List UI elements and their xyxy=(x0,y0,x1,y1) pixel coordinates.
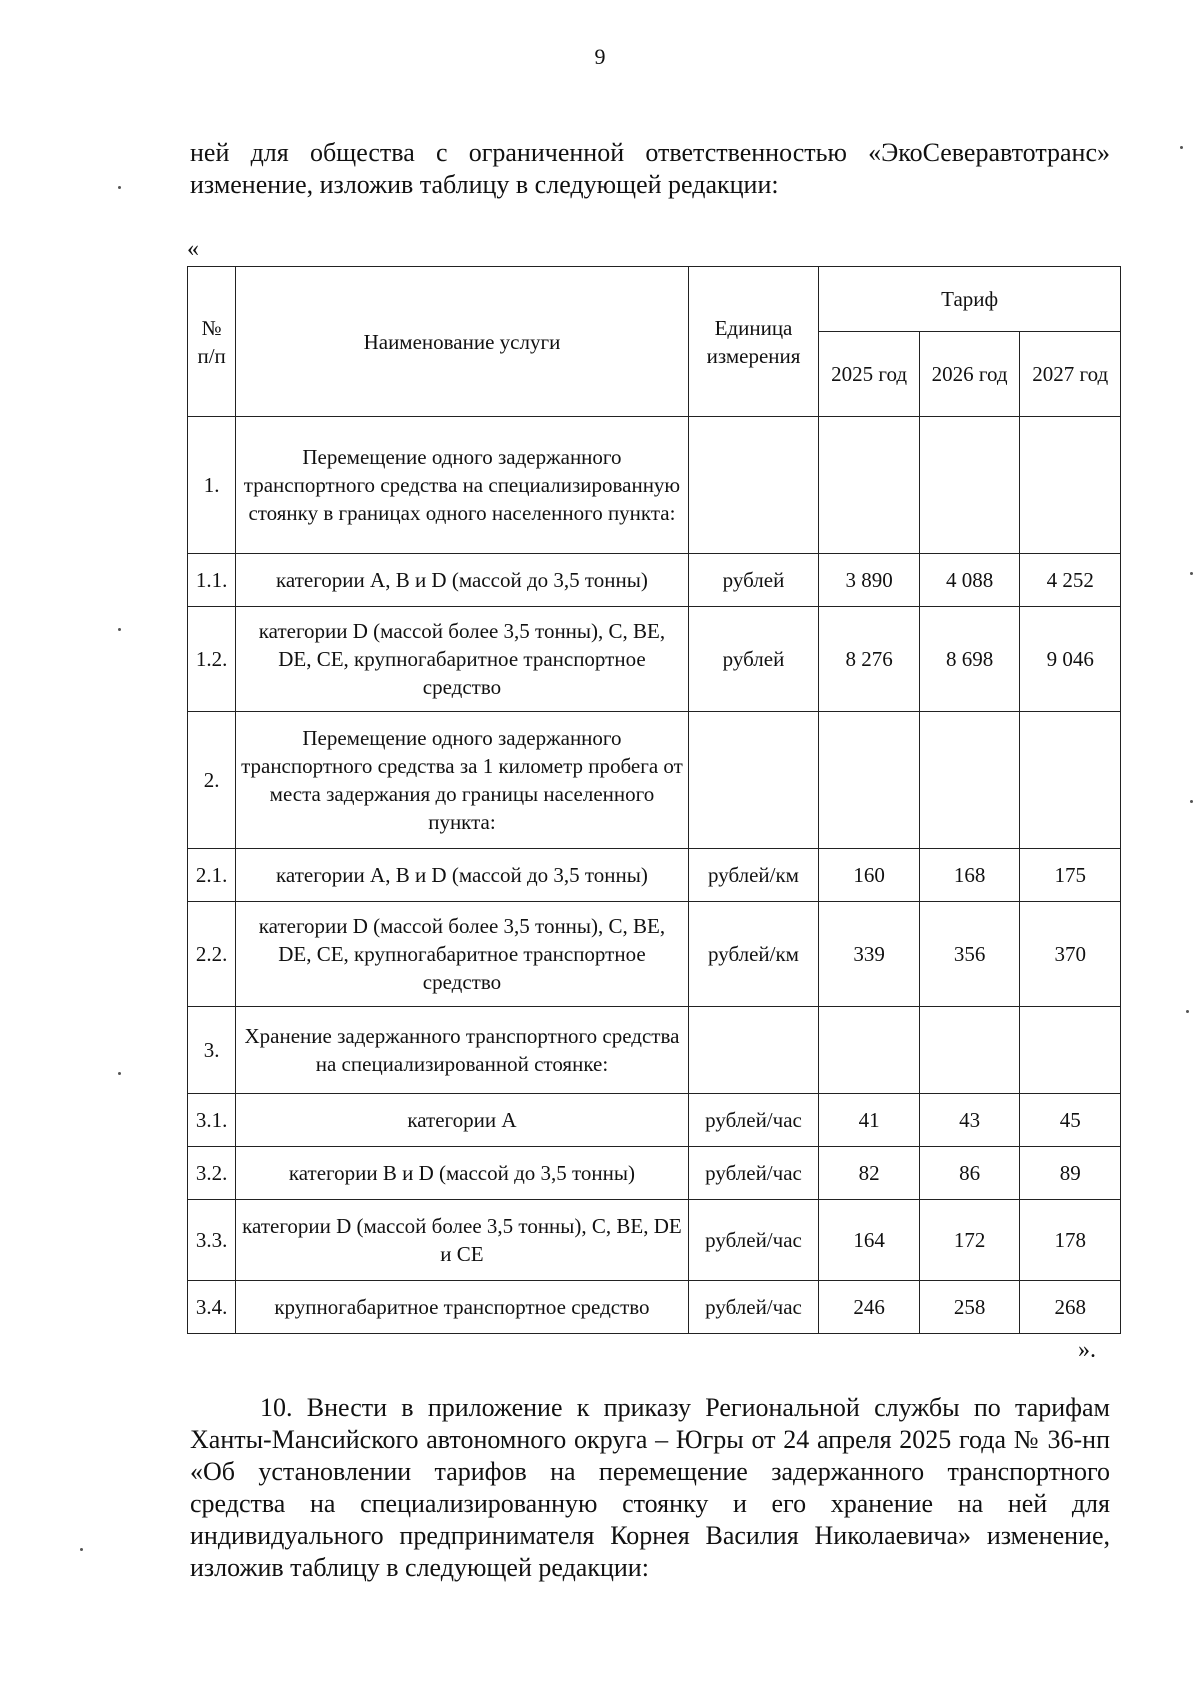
row-name: категории В и D (массой до 3,5 тонны) xyxy=(236,1147,688,1200)
row-value-2027: 45 xyxy=(1020,1094,1121,1147)
row-value-2027 xyxy=(1020,417,1121,554)
page-number: 9 xyxy=(594,44,606,69)
row-value-2027: 175 xyxy=(1020,849,1121,902)
table-row xyxy=(188,1147,1121,1200)
intro-paragraph xyxy=(190,137,1110,201)
row-unit: рублей xyxy=(688,554,819,607)
row-unit xyxy=(688,712,819,849)
table-row xyxy=(188,712,1121,849)
row-num: 1.1. xyxy=(188,554,236,607)
row-value-2026: 4 088 xyxy=(919,554,1020,607)
row-num: 1.2. xyxy=(188,607,236,712)
row-name: Перемещение одного задержанного транспортного средства на специализированную стоянку в границах одного населенного пункта: xyxy=(236,417,688,554)
header-year-2025: 2025 год xyxy=(819,332,920,417)
scan-speck xyxy=(118,186,121,189)
header-unit: Единица измерения xyxy=(688,267,819,417)
row-value-2027: 268 xyxy=(1020,1281,1121,1334)
table-row xyxy=(188,554,1121,607)
row-value-2026 xyxy=(919,417,1020,554)
row-value-2026 xyxy=(919,712,1020,849)
row-value-2026 xyxy=(919,1007,1020,1094)
row-num: 1. xyxy=(188,417,236,554)
row-name: Хранение задержанного транспортного средства на специализированной стоянке: xyxy=(236,1007,688,1094)
row-name: категории А, В и D (массой до 3,5 тонны) xyxy=(236,554,688,607)
row-value-2025: 339 xyxy=(819,902,920,1007)
scan-speck xyxy=(1186,1010,1189,1013)
row-value-2026: 43 xyxy=(919,1094,1020,1147)
row-value-2025 xyxy=(819,417,920,554)
row-unit xyxy=(688,417,819,554)
table-row xyxy=(188,1200,1121,1281)
row-num: 3.2. xyxy=(188,1147,236,1200)
close-quote: ». xyxy=(1078,1337,1096,1363)
table-row xyxy=(188,607,1121,712)
table-row xyxy=(188,1094,1121,1147)
row-value-2026: 356 xyxy=(919,902,1020,1007)
row-value-2027 xyxy=(1020,712,1121,849)
row-value-2025: 164 xyxy=(819,1200,920,1281)
row-name: категории D (массой более 3,5 тонны), С, ВЕ, DE, СЕ, крупногабаритное транспортное средство xyxy=(236,902,688,1007)
scan-speck xyxy=(1190,572,1193,575)
row-num: 2.2. xyxy=(188,902,236,1007)
row-value-2025 xyxy=(819,1007,920,1094)
row-num: 2.1. xyxy=(188,849,236,902)
row-value-2027: 370 xyxy=(1020,902,1121,1007)
row-unit: рублей/час xyxy=(688,1200,819,1281)
row-name: категории D (массой более 3,5 тонны), С, ВЕ, DE, СЕ, крупногабаритное транспортное средство xyxy=(236,607,688,712)
row-value-2025: 41 xyxy=(819,1094,920,1147)
scan-speck xyxy=(1180,146,1183,149)
row-num: 2. xyxy=(188,712,236,849)
row-value-2025: 82 xyxy=(819,1147,920,1200)
row-value-2025 xyxy=(819,712,920,849)
row-unit: рублей/час xyxy=(688,1281,819,1334)
tariff-table xyxy=(187,266,1121,1334)
row-name: крупногабаритное транспортное средство xyxy=(236,1281,688,1334)
table-row xyxy=(188,1281,1121,1334)
header-num: № п/п xyxy=(188,267,236,417)
row-value-2025: 3 890 xyxy=(819,554,920,607)
row-value-2025: 246 xyxy=(819,1281,920,1334)
scan-speck xyxy=(1190,800,1193,803)
row-value-2027: 89 xyxy=(1020,1147,1121,1200)
row-unit: рублей xyxy=(688,607,819,712)
row-value-2025: 8 276 xyxy=(819,607,920,712)
open-quote: « xyxy=(187,236,199,262)
table-row xyxy=(188,849,1121,902)
table-row xyxy=(188,1007,1121,1094)
header-tariff: Тариф xyxy=(819,267,1121,332)
row-value-2026: 86 xyxy=(919,1147,1020,1200)
row-value-2026: 8 698 xyxy=(919,607,1020,712)
scan-speck xyxy=(118,628,121,631)
row-num: 3.3. xyxy=(188,1200,236,1281)
row-value-2027: 4 252 xyxy=(1020,554,1121,607)
scan-speck xyxy=(80,1548,83,1551)
row-unit: рублей/км xyxy=(688,849,819,902)
row-value-2026: 172 xyxy=(919,1200,1020,1281)
row-unit: рублей/км xyxy=(688,902,819,1007)
row-num: 3.4. xyxy=(188,1281,236,1334)
row-value-2026: 168 xyxy=(919,849,1020,902)
table-row xyxy=(188,417,1121,554)
header-year-2027: 2027 год xyxy=(1020,332,1121,417)
section-10-paragraph xyxy=(190,1392,1110,1584)
row-name: категории А, В и D (массой до 3,5 тонны) xyxy=(236,849,688,902)
section-10-text: 10. Внести в приложение к приказу Региональной службы по тарифам Ханты-Мансийского автономного округа – Югры от 24 апреля 2025 года № 36-нп «Об установлении тарифов на перемещение задержанного транспортного средства на специализированную стоянку и его хранение на ней для индивидуального предпринимателя Корнея Василия Николаевича» изменение, изложив таблицу в следующей редакции: xyxy=(190,1393,1110,1582)
scan-speck xyxy=(118,1072,121,1075)
row-value-2027: 178 xyxy=(1020,1200,1121,1281)
intro-text: ней для общества с ограниченной ответственностью «ЭкоСеверавтотранс» изменение, изложив таблицу в следующей редакции: xyxy=(190,138,1110,199)
header-year-2026: 2026 год xyxy=(919,332,1020,417)
row-num: 3. xyxy=(188,1007,236,1094)
row-unit: рублей/час xyxy=(688,1147,819,1200)
row-value-2027: 9 046 xyxy=(1020,607,1121,712)
header-name: Наименование услуги xyxy=(236,267,688,417)
table-row xyxy=(188,902,1121,1007)
row-name: Перемещение одного задержанного транспортного средства за 1 километр пробега от места задержания до границы населенного пункта: xyxy=(236,712,688,849)
row-value-2025: 160 xyxy=(819,849,920,902)
row-unit: рублей/час xyxy=(688,1094,819,1147)
row-unit xyxy=(688,1007,819,1094)
row-value-2027 xyxy=(1020,1007,1121,1094)
row-num: 3.1. xyxy=(188,1094,236,1147)
row-name: категории А xyxy=(236,1094,688,1147)
row-name: категории D (массой более 3,5 тонны), С, ВЕ, DE и СЕ xyxy=(236,1200,688,1281)
row-value-2026: 258 xyxy=(919,1281,1020,1334)
